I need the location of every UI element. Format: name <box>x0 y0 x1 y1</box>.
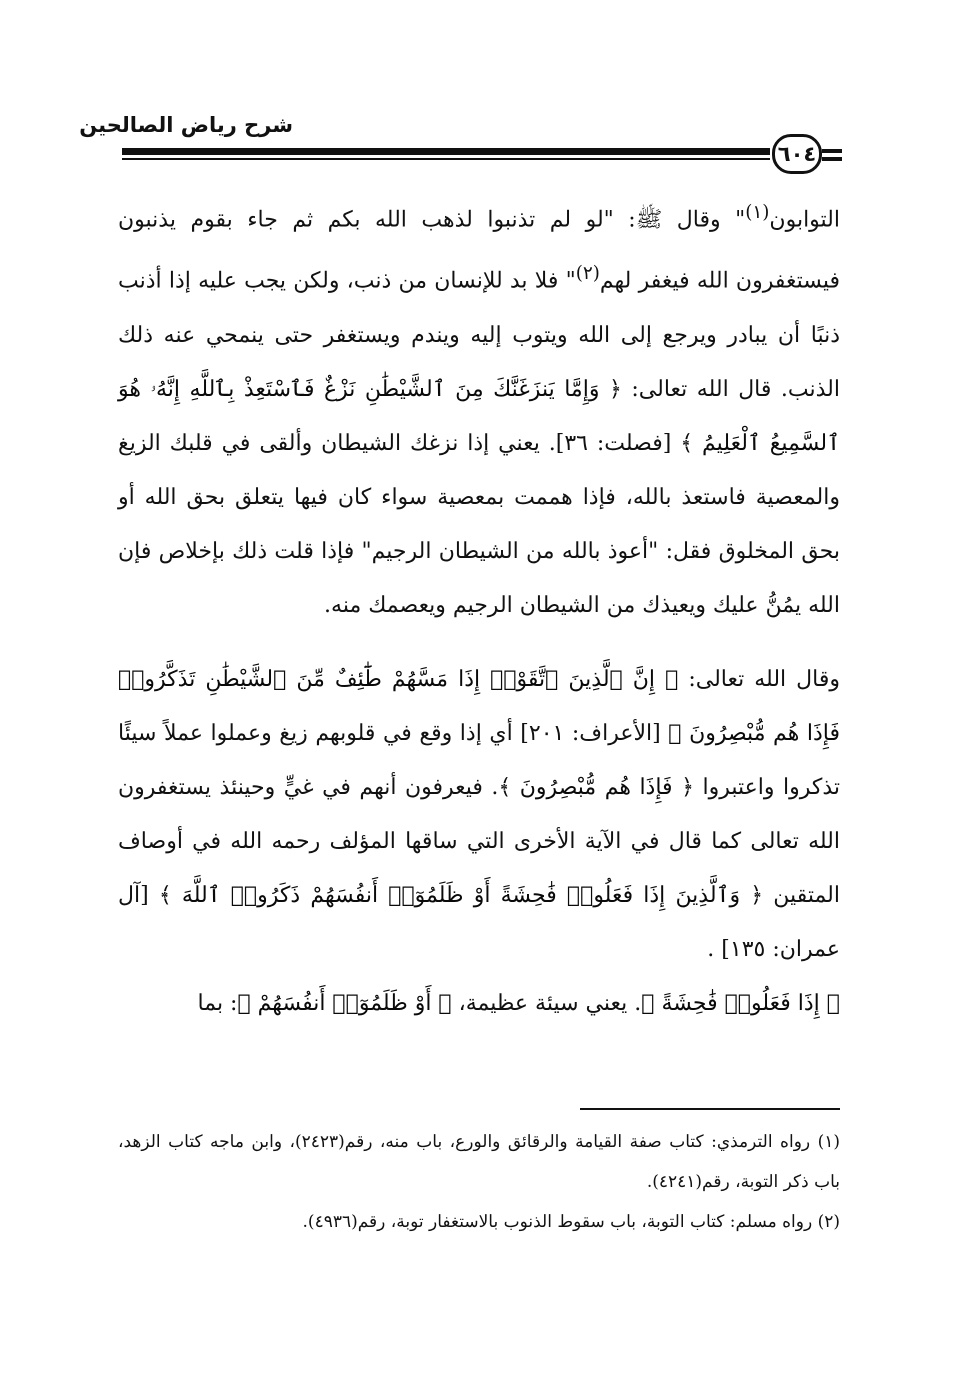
quran-verse: ﴿ أَوْ ظَلَمُوٓا۟ أَنفُسَهُمْ ﴾ <box>237 990 452 1016</box>
text-segment: " فلا بد للإنسان من ذنب، ولكن يجب عليه إذا أذنب ذنبًا أن يبادر ويرجع إلى الله ويتوب إليه ويندم ويستغفر حتى ينمحي عنه ذلك الذنب. قال الله تعالى: <box>118 268 840 402</box>
footnotes <box>118 1122 840 1242</box>
footnote-1: (١) رواه الترمذي: كتاب صفة القيامة والرقائق والورع، باب منه، رقم(٢٤٢٣)، وابن ماجه كتاب الزهد، باب ذكر التوبة، رقم(٤٢٤١). <box>118 1132 841 1192</box>
paragraph-1 <box>118 186 840 633</box>
footnote-separator <box>580 1108 840 1110</box>
page-number: ٦٠٤ <box>772 134 822 174</box>
running-header-title: شرح رياض الصالحين <box>79 113 293 137</box>
quran-verse: ﴿ وَٱلَّذِينَ إِذَا فَعَلُوا۟ فَٰحِشَةً أَوْ ظَلَمُوٓا۟ أَنفُسَهُمْ ذَكَرُوا۟ ٱللَّهَ ﴾ <box>158 882 764 908</box>
quran-verse: ﴿ إِذَا فَعَلُوا۟ فَٰحِشَةً ﴾ <box>641 990 840 1016</box>
header-rule-thin <box>122 158 770 160</box>
header-ornament-2 <box>822 157 842 161</box>
text-segment: التوابون <box>769 207 840 233</box>
paragraph-3 <box>118 977 840 1031</box>
text-segment: وقال الله تعالى: <box>678 666 840 692</box>
main-text <box>118 186 840 1031</box>
text-segment: : بما <box>197 990 238 1016</box>
quran-verse: ﴿ فَإِذَا هُم مُّبْصِرُونَ ﴾ <box>498 774 694 800</box>
text-segment: [فصلت: ٣٦]. يعني إذا نزغك الشيطان وألقى في قلبك الزيغ والمعصية فاستعذ بالله، فإذا هممت بمعصية سواء كان فيها يتعلق بحق الله أو بحق المخلوق فقل: "أعوذ بالله من الشيطان الرجيم" فإذا قلت ذلك بإخلاص فإن الله يمُنُّ عليك ويعيذك من الشيطان الرجيم ويعصمك منه. <box>118 430 840 618</box>
header-rule <box>122 148 770 155</box>
footnote-marker-1: (١) <box>745 202 770 223</box>
paragraph-2 <box>118 653 840 977</box>
text-segment: . فيعرفون أنهم في غيٍّ وحينئذ يستغفرون الله تعالى كما قال في الآية الأخرى التي ساقها المؤلف رحمه الله في أوصاف المتقين <box>118 774 840 908</box>
quran-verse: ﴿ إِنَّ ٱلَّذِينَ ٱتَّقَوْا۟ إِذَا مَسَّهُمْ طَٰٓئِفٌ مِّنَ ٱلشَّيْطَٰنِ تَذَكَّرُوا۟ فَإِذَا هُم مُّبْصِرُونَ ﴾ <box>118 666 840 746</box>
header-ornament <box>822 149 842 153</box>
footnote-2: (٢) رواه مسلم: كتاب التوبة، باب سقوط الذنوب بالاستغفار توبة، رقم(٤٩٣٦). <box>302 1212 840 1232</box>
text-segment: . يعني سيئة عظيمة، <box>451 990 642 1016</box>
text-segment: " وقال ﷺ: "لو لم تذنبوا لذهب الله بكم ثم جاء بقوم يذنبون فيستغفرون الله فيغفر لهم <box>118 207 840 294</box>
text-segment: [آل عمران: ١٣٥] . <box>118 882 840 962</box>
quran-verse: ﴿ وَإِمَّا يَنزَغَنَّكَ مِنَ ٱلشَّيْطَٰنِ نَزْغٌ فَٱسْتَعِذْ بِٱللَّهِ إِنَّهُۥ هُوَ ٱلسَّمِيعُ ٱلْعَلِيمُ ﴾ <box>118 376 840 456</box>
text-segment: [الأعراف: ٢٠١] أي إذا وقع في قلوبهم زيغ وعملوا عملاً سيئًا تذكروا واعتبروا <box>118 720 841 800</box>
footnote-marker-2: (٢) <box>575 263 600 285</box>
